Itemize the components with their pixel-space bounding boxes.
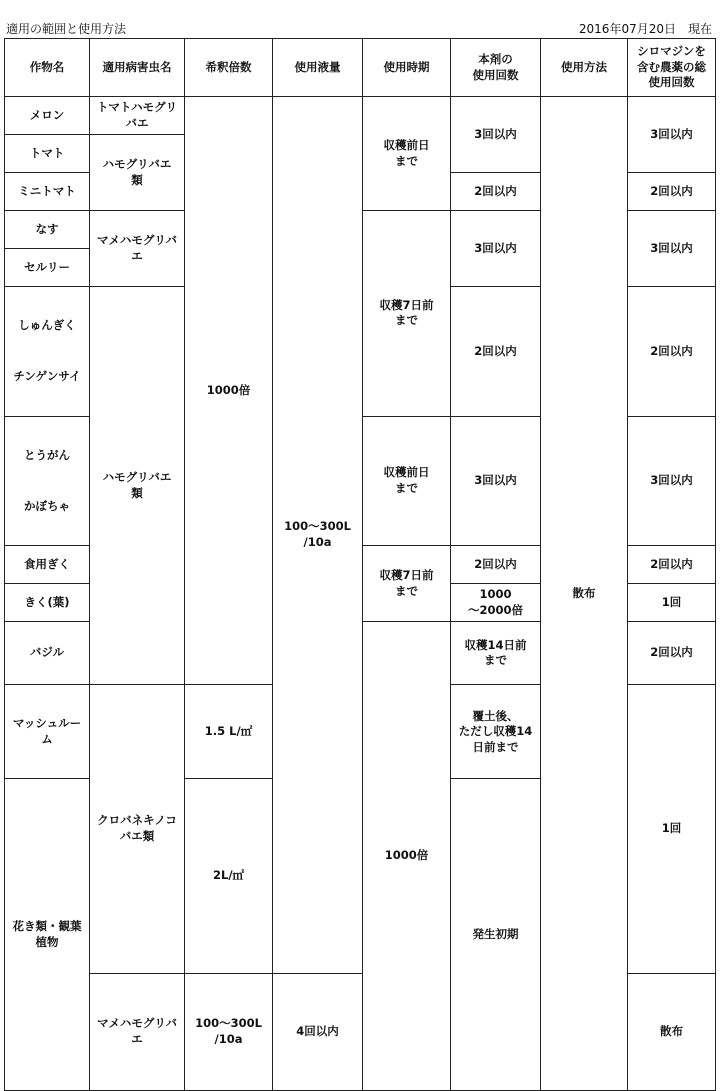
crop-cell: セルリー xyxy=(5,249,90,287)
count-cell: 1回 xyxy=(628,685,716,973)
timing-cell: 覆土後、 ただし収穫14 日前まで xyxy=(451,685,541,779)
crop-cell: メロン xyxy=(5,97,90,135)
crop-name: チンゲンサイ xyxy=(13,369,81,384)
crop-cell xyxy=(5,416,90,546)
total-count-cell: 3回以内 xyxy=(628,211,716,287)
crop-cell: マッシュルー ム xyxy=(5,685,90,779)
pest-cell: ハモグリバエ 類 xyxy=(90,135,185,211)
crop-cell: ミニトマト xyxy=(5,173,90,211)
column-header-count: 本剤の 使用回数 xyxy=(451,39,541,97)
total-count-cell: 2回以内 xyxy=(628,173,716,211)
dilution-cell: 1000倍 xyxy=(185,97,273,685)
column-header-volume: 使用液量 xyxy=(273,39,363,97)
crop-name: しゅんぎく xyxy=(18,318,76,333)
total-count-cell: 2回以内 xyxy=(628,546,716,584)
timing-cell: 発生初期 xyxy=(451,779,541,1090)
timing-cell: 収穫前日 まで xyxy=(363,97,451,211)
pest-cell: ハモグリバエ 類 xyxy=(90,287,185,685)
count-cell: 1回 xyxy=(628,584,716,622)
volume-cell: 100～300L /10a xyxy=(273,97,363,974)
pest-cell: トマトハモグリ バエ xyxy=(90,97,185,135)
crop-cell: バジル xyxy=(5,622,90,685)
total-count-cell: 2回以内 xyxy=(628,287,716,417)
table-row xyxy=(5,97,716,135)
count-cell: 2回以内 xyxy=(451,173,541,211)
count-cell: 2回以内 xyxy=(451,546,541,584)
count-cell: 3回以内 xyxy=(451,211,541,287)
dilution-cell: 1000 ～2000倍 xyxy=(451,584,541,622)
table-header-row xyxy=(5,39,716,97)
volume-cell: 100～300L /10a xyxy=(185,973,273,1090)
method-cell: 散布 xyxy=(628,973,716,1090)
count-cell: 4回以内 xyxy=(273,973,363,1090)
column-header-pest: 適用病害虫名 xyxy=(90,39,185,97)
crop-cell: トマト xyxy=(5,135,90,173)
as-of-date: 2016年07月20日 現在 xyxy=(578,22,712,36)
column-header-timing: 使用時期 xyxy=(363,39,451,97)
crop-cell: きく(葉) xyxy=(5,584,90,622)
volume-cell: 1.5 L/㎡ xyxy=(185,685,273,779)
total-count-cell: 3回以内 xyxy=(628,416,716,546)
column-header-method: 使用方法 xyxy=(541,39,628,97)
pest-cell: クロバネキノコ バエ類 xyxy=(90,685,185,973)
count-cell: 3回以内 xyxy=(451,416,541,546)
pest-cell: マメハモグリバ エ xyxy=(90,211,185,287)
column-header-total-count: シロマジンを 含む農薬の総 使用回数 xyxy=(628,39,716,97)
page-title: 適用の範囲と使用方法 xyxy=(6,22,127,36)
timing-cell: 収穫7日前 まで xyxy=(363,211,451,417)
timing-cell: 収穫14日前 まで xyxy=(451,622,541,685)
method-cell: 散布 xyxy=(541,97,628,1091)
column-header-dilution: 希釈倍数 xyxy=(185,39,273,97)
column-header-crop: 作物名 xyxy=(5,39,90,97)
timing-cell: 収穫前日 まで xyxy=(363,416,451,546)
timing-cell: 収穫7日前 まで xyxy=(363,546,451,622)
total-count-cell: 3回以内 xyxy=(628,97,716,173)
count-cell: 3回以内 xyxy=(451,97,541,173)
crop-name: とうがん xyxy=(24,447,70,462)
count-cell: 2回以内 xyxy=(451,287,541,417)
crop-name: かぼちゃ xyxy=(24,498,70,513)
crop-cell: 食用ぎく xyxy=(5,546,90,584)
crop-cell: なす xyxy=(5,211,90,249)
dilution-cell: 1000倍 xyxy=(363,622,451,1090)
crop-cell: 花き類・観葉 植物 xyxy=(5,779,90,1090)
count-cell: 2回以内 xyxy=(628,622,716,685)
crop-cell xyxy=(5,287,90,417)
pest-cell: マメハモグリバ エ xyxy=(90,973,185,1090)
volume-cell: 2L/㎡ xyxy=(185,779,273,973)
usage-table xyxy=(4,38,716,1091)
